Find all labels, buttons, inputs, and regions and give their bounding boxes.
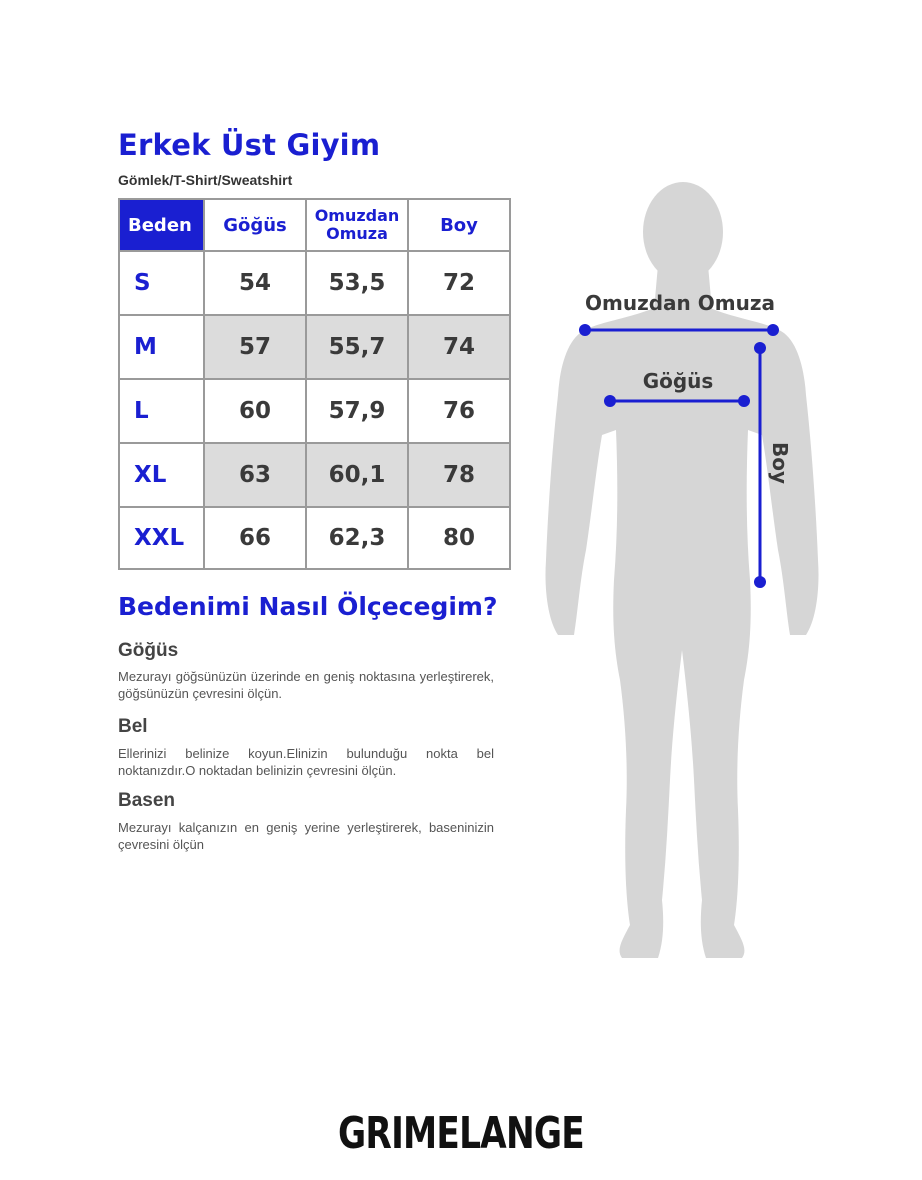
gogus-cell: 63 xyxy=(204,443,306,507)
header-gogus: Göğüs xyxy=(204,199,306,251)
table-header-row xyxy=(119,199,510,251)
body-figure xyxy=(530,180,820,970)
size-cell: S xyxy=(119,251,204,315)
omuz-cell: 60,1 xyxy=(306,443,408,507)
gogus-cell: 54 xyxy=(204,251,306,315)
boy-cell: 74 xyxy=(408,315,510,379)
label-length: Boy xyxy=(768,442,792,485)
boy-cell: 80 xyxy=(408,507,510,569)
boy-cell: 78 xyxy=(408,443,510,507)
gogus-cell: 60 xyxy=(204,379,306,443)
section-bel-text: Ellerinizi belinize koyun.Elinizin bulunduğu nokta bel noktanızdır.O noktadan belinizin çevresini ölçün. xyxy=(118,746,494,778)
gogus-cell: 66 xyxy=(204,507,306,569)
page-subtitle: Gömlek/T-Shirt/Sweatshirt xyxy=(118,172,293,188)
boy-cell: 76 xyxy=(408,379,510,443)
header-beden: Beden xyxy=(119,199,204,251)
table-row xyxy=(119,251,510,315)
size-cell: XL xyxy=(119,443,204,507)
brand-logo: GRIMELANGE xyxy=(338,1108,584,1159)
gogus-cell: 57 xyxy=(204,315,306,379)
size-table xyxy=(118,198,511,570)
header-boy: Boy xyxy=(408,199,510,251)
header-omuz-line2: Omuza xyxy=(326,224,388,243)
boy-cell: 72 xyxy=(408,251,510,315)
howto-title: Bedenimi Nasıl Ölçecegim? xyxy=(118,592,498,621)
section-basen-text: Mezurayı kalçanızın en geniş yerine yerleştirerek, baseninizin çevresini ölçün xyxy=(118,820,494,852)
table-row xyxy=(119,507,510,569)
omuz-cell: 53,5 xyxy=(306,251,408,315)
omuz-cell: 57,9 xyxy=(306,379,408,443)
section-basen-title: Basen xyxy=(118,790,176,811)
table-row xyxy=(119,379,510,443)
header-omuz-line1: Omuzdan xyxy=(314,206,400,225)
section-gogus-text: Mezurayı göğsünüzün üzerinde en geniş noktasına yerleştirerek, göğsünüzün çevresini ölçün. xyxy=(118,669,494,701)
section-bel-title: Bel xyxy=(118,716,148,737)
header-omuz xyxy=(306,199,408,251)
omuz-cell: 62,3 xyxy=(306,507,408,569)
size-cell: L xyxy=(119,379,204,443)
table-row xyxy=(119,315,510,379)
section-gogus-title: Göğüs xyxy=(118,640,179,661)
size-cell: XXL xyxy=(119,507,204,569)
omuz-cell: 55,7 xyxy=(306,315,408,379)
page-title: Erkek Üst Giyim xyxy=(118,128,381,162)
size-cell: M xyxy=(119,315,204,379)
table-row xyxy=(119,443,510,507)
label-shoulder: Omuzdan Omuza xyxy=(585,291,775,315)
label-chest: Göğüs xyxy=(642,369,714,393)
